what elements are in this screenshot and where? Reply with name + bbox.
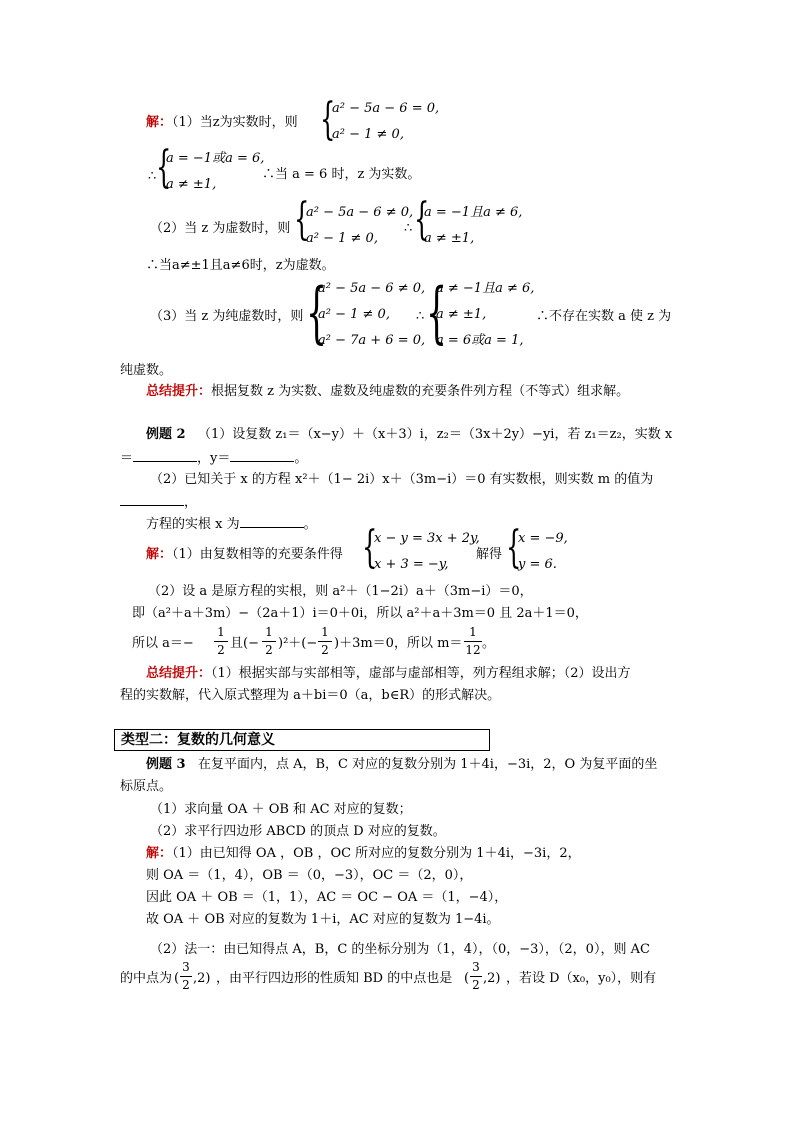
- sol3-l6a: 的中点为: [120, 971, 173, 986]
- brace-icon: {: [426, 274, 447, 351]
- frac-den: 2: [472, 978, 480, 992]
- summary-label: 总结提升：: [146, 666, 212, 681]
- example-label: 例题 2: [146, 427, 186, 442]
- ex2-q2a: （2）已知关于 x 的方程 x²＋（1− 2i）x＋（3m−i）＝0 有实数根，则实数 m 的值为: [150, 472, 654, 487]
- sol3-l5: （2）法一：由已知得点 A，B，C 的坐标分别为（1，4），（0，−3），（2，0），则 AC: [150, 942, 650, 957]
- ex2-q1b-end: 。: [294, 451, 308, 466]
- summary-label: 总结提升：: [146, 384, 212, 399]
- sol1-p2-res2: a ≠ ±1,: [424, 231, 475, 246]
- sol1-p3-res1: a ≠ −1且a ≠ 6,: [436, 281, 535, 296]
- frac-den: 2: [321, 643, 329, 657]
- answer-blank-y: [230, 449, 294, 462]
- brace-icon: {: [362, 522, 378, 573]
- answer-blank-x: [133, 449, 197, 462]
- sol3-l6b: ，由平行四边形的性质知 BD 的中点也是: [216, 971, 453, 986]
- sol2-t4e: 。: [482, 636, 496, 651]
- sol1-p1-eq1: a² − 5a − 6 = 0,: [332, 101, 440, 116]
- paren-open: (: [464, 971, 470, 986]
- sol1-p2-eq1: a² − 5a − 6 ≠ 0,: [306, 205, 414, 220]
- sol2-t4a: 所以 a＝−: [132, 636, 194, 651]
- brace-icon: {: [414, 194, 430, 245]
- ex2-q1b-mid: ，y＝: [197, 451, 231, 466]
- sol3-l3: 因此 OA ＋ OB ＝（1，1），AC ＝ OC − OA ＝（1，−4），: [146, 890, 508, 905]
- ex2-q1a: （1）设复数 z₁＝（x−y）＋（x＋3）i，z₂＝（3x＋2y）−yi，若 z₁＝z₂，实数 x: [197, 427, 673, 442]
- frac-num: 1: [321, 625, 329, 639]
- sol2-t4d: )＋3m＝0，所以 m＝: [334, 636, 463, 651]
- summary-2: [146, 665, 631, 683]
- summary-1: [146, 383, 629, 401]
- sol1-p3-eq1: a² − 5a − 6 ≠ 0,: [318, 281, 426, 296]
- sol1-p1-conclusion: ∴当 a = 6 时，z 为实数。: [262, 167, 421, 182]
- frac-den: 12: [465, 643, 481, 657]
- ex3-q1: （1）求向量 OA ＋ OB 和 AC 对应的复数；: [150, 802, 412, 817]
- sol1-p3-eq3: a² − 7a + 6 = 0,: [318, 333, 426, 348]
- answer-blank-m: [120, 493, 184, 506]
- sol2-t1: （1）由复数相等的充要条件得: [172, 547, 343, 562]
- sol3-l4: 故 OA ＋ OB 对应的复数为 1＋i，AC 对应的复数为 1−4i。: [146, 912, 500, 927]
- example-3-q: [146, 756, 657, 774]
- frac-num: 1: [217, 625, 225, 639]
- example-2-q1-cont: [120, 449, 307, 468]
- sol1-p1-eq2: a² − 1 ≠ 0,: [332, 127, 404, 142]
- sol3-l1: （1）由已知得 OA ，OB ，OC 所对应的复数分别为 1＋4i，−3i，2，: [172, 846, 581, 861]
- sol1-part1-line: [146, 114, 298, 132]
- frac-num: 1: [265, 625, 273, 639]
- summary-1-text: 根据复数 z 为实数、虚数及纯虚数的充要条件列方程（不等式）组求解。: [211, 384, 630, 399]
- sol1-p1-pre: ∴: [148, 169, 157, 184]
- sol1-p3-text: （3）当 z 为纯虚数时，则: [150, 309, 304, 324]
- brace-icon: {: [306, 274, 327, 351]
- paren-open: (: [174, 971, 180, 986]
- ex3-qa: 在复平面内，点 A，B，C 对应的复数分别为 1＋4i，−3i，2，O 为复平面的坐: [197, 757, 658, 772]
- sol2-eq2: x + 3 = −y,: [374, 557, 449, 572]
- sol1-p1-text: （1）当z为实数时，则: [172, 115, 298, 130]
- brace-icon: {: [294, 194, 310, 245]
- ex2-q2c-pre: 方程的实根 x 为: [146, 517, 240, 532]
- ex3-qb: 标原点。: [120, 779, 173, 794]
- ex2-q1b-pre: ＝: [120, 451, 134, 466]
- sol2-t1b: 解得: [476, 547, 503, 562]
- sol1-p3-cont: 纯虚数。: [120, 363, 173, 378]
- sol1-p2-dots: ∴: [404, 221, 413, 236]
- pair-tail: ,2): [193, 971, 211, 986]
- frac-num: 1: [469, 625, 477, 639]
- fraction-half: [214, 625, 228, 658]
- sol2-line1: [146, 546, 343, 564]
- sol3-line1: [146, 845, 581, 863]
- sol1-p3-res3: a = 6或a = 1,: [436, 333, 524, 348]
- sol1-p1-res1: a = −1或a = 6,: [166, 151, 265, 166]
- sol2-t2: （2）设 a 是原方程的实根，则 a²＋（1−2i）a＋（3m−i）＝0，: [148, 584, 533, 599]
- answer-blank-root: [240, 515, 304, 528]
- summary-2-text1: （1）根据实部与实部相等，虚部与虚部相等，列方程组求解；（2）设出方: [211, 666, 631, 681]
- sol1-p2-conclusion: ∴当a≠±1且a≠6时，z为虚数。: [146, 258, 335, 273]
- sol2-res1: x = −9,: [518, 531, 568, 546]
- example-label: 例题 3: [146, 757, 186, 772]
- ex3-q2: （2）求平行四边形 ABCD 的顶点 D 对应的复数。: [150, 824, 446, 839]
- brace-icon: {: [320, 94, 336, 145]
- example-2-q2-cont: [120, 493, 197, 512]
- sol1-p3-dots: ∴: [416, 309, 425, 324]
- sol1-p3-eq2: a² − 1 ≠ 0,: [318, 307, 390, 322]
- frac-den: 2: [182, 978, 190, 992]
- sol1-p1-res2: a ≠ ±1,: [166, 177, 217, 192]
- ex2-q2c-end: 。: [303, 517, 317, 532]
- brace-icon: {: [156, 142, 172, 193]
- fraction-three-halves: [180, 960, 192, 993]
- sol1-p2-eq2: a² − 1 ≠ 0,: [306, 231, 378, 246]
- sol3-l2: 则 OA ＝（1，4），OB ＝（0，−3），OC ＝（2，0），: [146, 868, 473, 883]
- fraction-half: [262, 625, 276, 658]
- frac-den: 2: [217, 643, 225, 657]
- sol2-t4c: )²＋(−: [278, 636, 318, 651]
- brace-icon: {: [506, 522, 522, 573]
- fraction-twelfth: [464, 625, 482, 658]
- frac-num: 3: [182, 960, 190, 974]
- summary-2-text2: 程的实数解，代入原式整理为 a＋bi＝0（a，b∈R）的形式解决。: [120, 688, 501, 703]
- sol2-t3: 即（a²＋a＋3m）−（2a＋1）i＝0＋0i，所以 a²＋a＋3m＝0 且 2a＋1＝0，: [132, 606, 588, 621]
- sol2-eq1: x − y = 3x + 2y,: [374, 531, 480, 546]
- sol1-p3-res2: a ≠ ±1,: [436, 307, 487, 322]
- solution-label: 解：: [146, 115, 173, 130]
- frac-num: 3: [472, 960, 480, 974]
- sol2-t4b: 且(−: [230, 636, 259, 651]
- solution-label: 解：: [146, 846, 173, 861]
- sol1-p3-conclusion: ∴不存在实数 a 使 z 为: [536, 309, 672, 324]
- sol3-l6c: ，若设 D（x₀，y₀），则有: [506, 971, 657, 986]
- pair-tail: ,2): [483, 971, 501, 986]
- fraction-half: [318, 625, 332, 658]
- example-2-q2-root: [146, 515, 317, 534]
- sol2-res2: y = 6.: [518, 557, 557, 572]
- sol1-p2-text: （2）当 z 为虚数时，则: [150, 221, 291, 236]
- fraction-three-halves: [470, 960, 482, 993]
- ex2-q2b-end: ，: [184, 495, 198, 510]
- example-2-q1: [146, 426, 672, 444]
- frac-den: 2: [265, 643, 273, 657]
- solution-label: 解：: [146, 547, 173, 562]
- sol1-p2-res1: a = −1且a ≠ 6,: [424, 205, 523, 220]
- section-header: 类型二：复数的几何意义: [114, 729, 490, 751]
